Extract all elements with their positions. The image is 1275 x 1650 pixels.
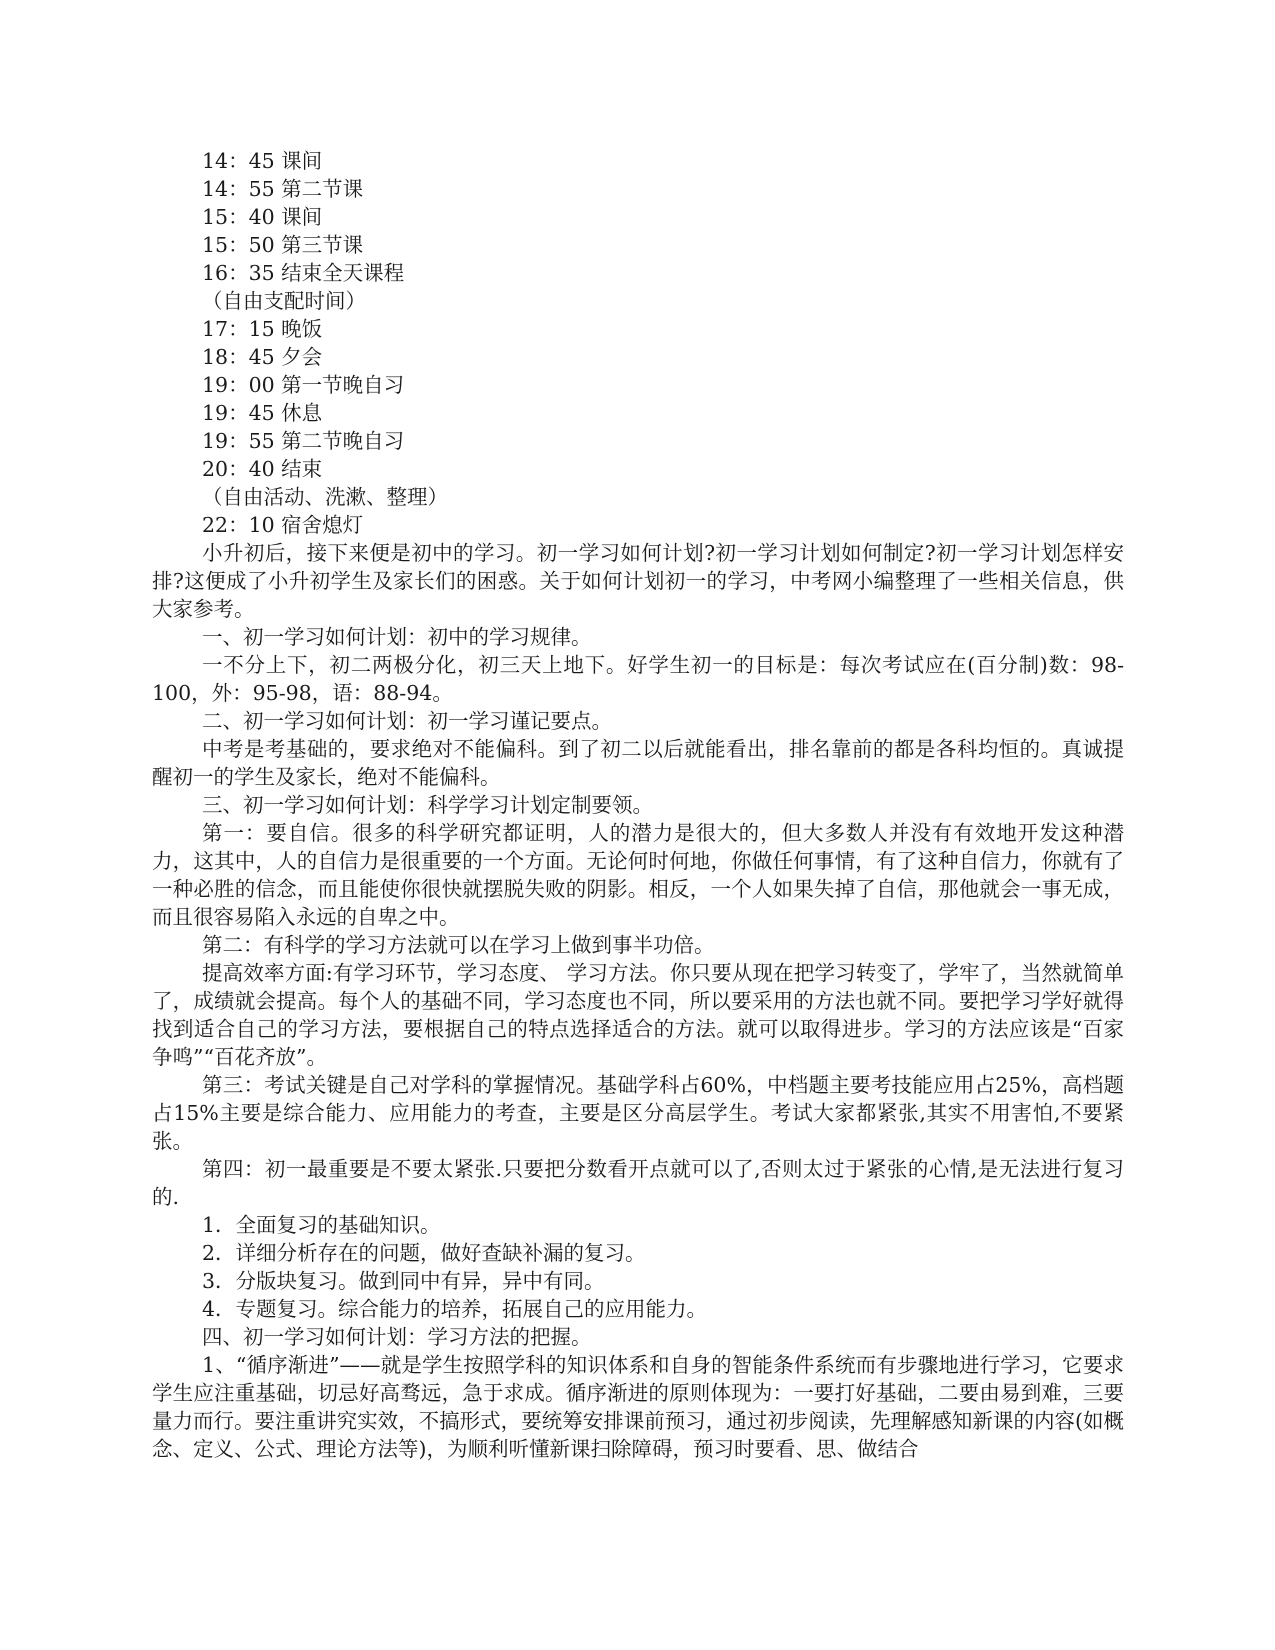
schedule-line: 18：45 夕会 — [202, 345, 323, 369]
paragraph-goals: 一不分上下，初二两极分化，初三天上地下。好学生初一的目标是：每次考试应在(百分制)数：98-100，外：95-98，语：88-94。 — [152, 653, 1124, 705]
paragraph-method: 第二：有科学的学习方法就可以在学习上做到事半功倍。 — [202, 933, 715, 957]
schedule-line: 19：00 第一节晚自习 — [202, 373, 405, 397]
paragraph-confidence: 第一：要自信。很多的科学研究都证明，人的潜力是很大的，但大多数人并没有有效地开发这种潜力，这其中，人的自信力是很重要的一个方面。无论何时何地，你做任何事情，有了这种自信力，你就有了一种必胜的信念，而且能使你很快就摆脱失败的阴影。相反，一个人如果失掉了自信，那他就会一事无成，而且很容易陷入永远的自卑之中。 — [152, 821, 1124, 929]
section-heading-1: 一、初一学习如何计划：初中的学习规律。 — [202, 625, 592, 649]
schedule-line: 20：40 结束 — [202, 457, 323, 481]
schedule-note: （自由活动、洗漱、整理） — [202, 485, 448, 509]
section-heading-4: 四、初一学习如何计划：学习方法的把握。 — [202, 1325, 592, 1349]
list-item: 3．分版块复习。做到同中有异，异中有同。 — [202, 1269, 605, 1293]
list-item: 4．专题复习。综合能力的培养，拓展自己的应用能力。 — [202, 1297, 708, 1321]
schedule-line: 14：45 课间 — [202, 149, 323, 173]
section-heading-3: 三、初一学习如何计划：科学学习计划定制要领。 — [202, 793, 653, 817]
schedule-line: 19：55 第二节晚自习 — [202, 429, 405, 453]
review-list — [152, 1211, 1124, 1323]
schedule-list — [152, 147, 1124, 539]
paragraph-efficiency: 提高效率方面:有学习环节，学习态度、 学习方法。你只要从现在把学习转变了，学牢了，当然就简单了，成绩就会提高。每个人的基础不同，学习态度也不同，所以要采用的方法也就不同。要把学习学好就得找到适合自己的学习方法，要根据自己的特点选择适合的方法。就可以取得进步。学习的方法应该是“百家争鸣”“百花齐放”。 — [152, 961, 1124, 1069]
schedule-line: 14：55 第二节课 — [202, 177, 364, 201]
paragraph-exam: 第三：考试关键是自己对学科的掌握情况。基础学科占60%，中档题主要考技能应用占25%，高档题占15%主要是综合能力、应用能力的考查，主要是区分高层学生。考试大家都紧张,其实不用害怕,不要紧张。 — [152, 1073, 1124, 1153]
paragraph-relax: 第四：初一最重要是不要太紧张.只要把分数看开点就可以了,否则太过于紧张的心情,是无法进行复习的. — [152, 1157, 1124, 1209]
schedule-line: 19：45 休息 — [202, 401, 323, 425]
schedule-line: 15：40 课间 — [202, 205, 323, 229]
paragraph-step-by-step: 1、“循序渐进”——就是学生按照学科的知识体系和自身的智能条件系统而有步骤地进行学习，它要求学生应注重基础，切忌好高骛远，急于求成。循序渐进的原则体现为：一要打好基础，二要由易到难，三要量力而行。要注重讲究实效，不搞形式，要统筹安排课前预习，通过初步阅读，先理解感知新课的内容(如概念、定义、公式、理论方法等)，为顺利听懂新课扫除障碍，预习时要看、思、做结合 — [152, 1353, 1124, 1461]
section-heading-2: 二、初一学习如何计划：初一学习谨记要点。 — [202, 709, 612, 733]
intro-paragraph: 小升初后，接下来便是初中的学习。初一学习如何计划?初一学习计划如何制定?初一学习计划怎样安排?这便成了小升初学生及家长们的困惑。关于如何计划初一的学习，中考网小编整理了一些相关信息，供大家参考。 — [152, 541, 1124, 621]
schedule-line: 15：50 第三节课 — [202, 233, 364, 257]
list-item: 2．详细分析存在的问题，做好查缺补漏的复习。 — [202, 1241, 646, 1265]
schedule-note: （自由支配时间） — [202, 289, 366, 313]
schedule-line: 22：10 宿舍熄灯 — [202, 513, 364, 537]
schedule-line: 17：15 晚饭 — [202, 317, 323, 341]
list-item: 1．全面复习的基础知识。 — [202, 1213, 441, 1237]
paragraph-no-bias: 中考是考基础的，要求绝对不能偏科。到了初二以后就能看出，排名靠前的都是各科均恒的。真诚提醒初一的学生及家长，绝对不能偏科。 — [152, 737, 1124, 789]
document-body — [152, 147, 1124, 1463]
schedule-line: 16：35 结束全天课程 — [202, 261, 405, 285]
